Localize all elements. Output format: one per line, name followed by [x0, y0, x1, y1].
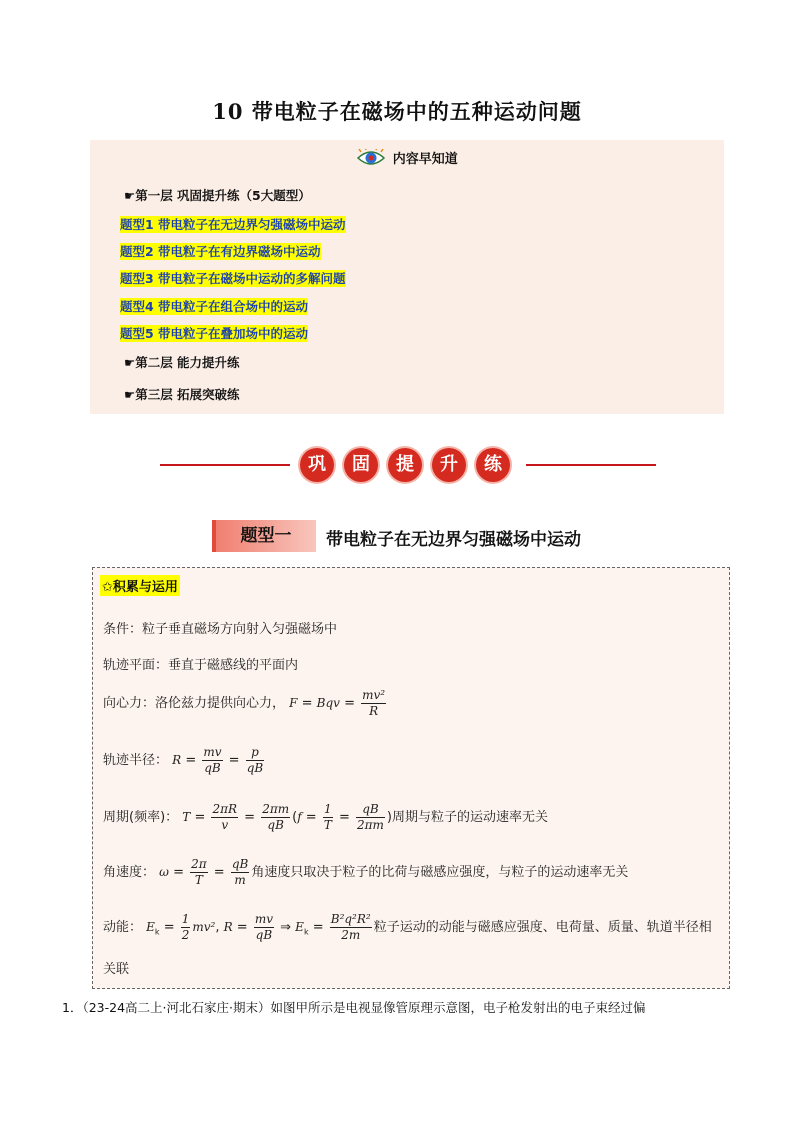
- kinetic-line: 动能： $E_k$ = $\frac{1}{2}$ mv², R = $\frac{mv}{qB}$ ⇒ $E_k$ = $\frac{\text{B²q²R²}}{2m}$ 粒子运动的动能与磁感应强度、电荷量、质量、轨道半径相: [103, 912, 712, 942]
- banner-char-3: 提: [388, 448, 422, 482]
- plane-line: 轨迹平面：垂直于磁感线的平面内: [103, 658, 299, 673]
- toc-type-3[interactable]: 题型3 带电粒子在磁场中运动的多解问题: [120, 271, 346, 286]
- condition-line: 条件：粒子垂直磁场方向射入匀强磁场中: [103, 622, 338, 637]
- star-icon: ✩: [102, 580, 113, 595]
- banner-rule-left: [160, 464, 290, 466]
- banner-rule-right: [526, 464, 656, 466]
- toc-type-2[interactable]: 题型2 带电粒子在有边界磁场中运动: [120, 244, 321, 259]
- toc-type-5[interactable]: 题型5 带电粒子在叠加场中的运动: [120, 326, 309, 341]
- toc-panel: [90, 140, 724, 414]
- kinetic-line-cont: 关联: [103, 962, 130, 977]
- banner-char-2: 固: [344, 448, 378, 482]
- banner-char-4: 升: [432, 448, 466, 482]
- radius-line: 轨迹半径： R = $\frac{mv}{qB}$ = $\frac{p}{qB}$: [103, 745, 264, 775]
- section-banner: [160, 448, 656, 482]
- section-title: 带电粒子在无边界匀强磁场中运动: [326, 530, 581, 550]
- toc-type-1[interactable]: 题型1 带电粒子在无边界匀强磁场中运动: [120, 217, 346, 232]
- toc-heading: [90, 148, 724, 171]
- toc-level-2[interactable]: ☛第二层 能力提升练: [124, 355, 240, 370]
- toc-heading-text: 内容早知道: [392, 152, 458, 167]
- page-title: 10 带电粒子在磁场中的五种运动问题: [212, 99, 582, 124]
- toc-level-1[interactable]: ☛第一层 巩固提升练（5大题型）: [124, 188, 311, 203]
- angular-line: 角速度： ω = $\frac{2\pi}{T}$ = $\frac{qB}{m}$ 角速度只取决于粒子的比荷与磁感应强度，与粒子的运动速率无关: [103, 857, 629, 887]
- period-line: 周期(频率)： T = $\frac{2\pi R}{v}$ = $\frac{2\pi m}{qB}$ (f = $\frac{1}{T}$ = $\frac{qB}{2\pi m}$ )周期与粒子的运动速率无关: [103, 802, 549, 832]
- eye-icon: [356, 149, 386, 171]
- toc-level-3[interactable]: ☛第三层 拓展突破练: [124, 387, 240, 402]
- banner-char-5: 练: [476, 448, 510, 482]
- problem-1-text: 1．（23-24高二上·河北石家庄·期末）如图甲所示是电视显像管原理示意图，电子枪发射出的电子束经过偏: [62, 1000, 646, 1015]
- banner-char-1: 巩: [300, 448, 334, 482]
- section-tag: 题型一: [212, 520, 316, 552]
- toc-type-4[interactable]: 题型4 带电粒子在组合场中的运动: [120, 299, 309, 314]
- centripetal-line: 向心力：洛伦兹力提供向心力， F = Bqv = $\frac{\text{mv²}}{R}$: [103, 688, 386, 718]
- knowledge-label: ✩积累与运用: [100, 575, 180, 596]
